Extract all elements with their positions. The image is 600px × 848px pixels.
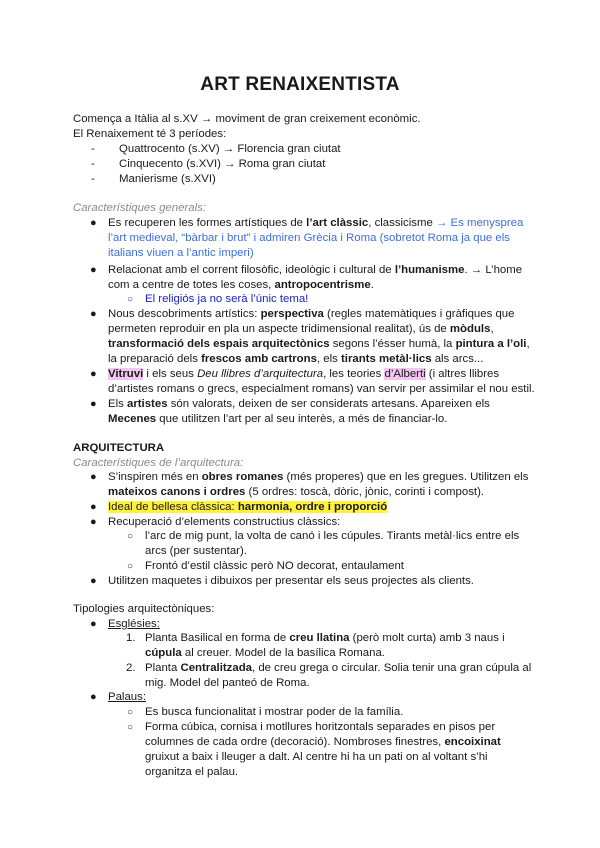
circle-marker: ○	[127, 561, 134, 572]
list-item-highlighted: Ideal de bellesa clàssica: harmonia, ordre i proporció	[108, 501, 388, 513]
list-item: Nous descobriments artístics: perspectiva (regles matemàtiques i gràfiques que	[108, 308, 515, 320]
sub-list-item: Frontó d’estil clàssic però NO decorat, entaulament	[145, 560, 404, 572]
list-item: Utilitzen maquetes i dibuixos per presentar els seus projectes als clients.	[108, 575, 474, 587]
section-subheading: Característiques de l’arquitectura:	[73, 457, 244, 469]
list-item-cont: com a centre de totes les coses, antropocentrisme.	[108, 279, 374, 291]
list-item-cont: mateixos canons i ordres (5 ordres: toscà, dòric, jònic, corinti i compost).	[108, 486, 485, 498]
circle-marker: ○	[127, 294, 134, 305]
dash-marker: -	[91, 143, 95, 155]
sub-list-item-cont: gruixut a baix i lleuger a dalt. Al centre hi ha un pati on al voltant s’hi	[145, 751, 488, 763]
circle-marker: ○	[127, 722, 134, 733]
sub-list-item: l’arc de mig punt, la volta de canó i les cúpules. Tirants metàl·lics entre els	[145, 530, 520, 542]
period-item: Manierisme (s.XVI)	[119, 173, 216, 185]
bullet-marker: ●	[90, 501, 97, 513]
list-item-palaus: Palaus:	[108, 691, 146, 703]
page-title: ART RENAIXENTISTA	[200, 74, 400, 95]
list-item: Vitruvi i els seus Deu llibres d’arquitectura, les teories d’Alberti (i altres llibres	[108, 368, 500, 380]
intro-line-1: Comença a Itàlia al s.XV → moviment de gran creixement econòmic.	[73, 113, 421, 125]
circle-marker: ○	[127, 707, 134, 718]
list-item: Es recuperen les formes artístiques de l’art clàssic, classicisme → Es menysprea	[108, 217, 524, 229]
dash-marker: -	[91, 173, 95, 185]
ordered-item-cont: mig. Model del panteó de Roma.	[145, 677, 310, 689]
sub-list-item: Forma cúbica, cornisa i motllures horitzontals separades en pisos per	[145, 721, 496, 733]
list-item-cont: Mecenes que utilitzen l’art per al seu interès, a més de financiar-lo.	[108, 413, 448, 425]
list-item-cont: l’art medieval, “bàrbar i brut” i admiren Grècia i Roma (sobretot Roma ja que els	[108, 232, 510, 244]
bullet-marker: ●	[90, 217, 97, 229]
period-item: Quattrocento (s.XV) → Florencia gran ciutat	[119, 143, 341, 155]
period-item: Cinquecento (s.XVI) → Roma gran ciutat	[119, 158, 326, 170]
ordered-item: Planta Centralitzada, de creu grega o circular. Solia tenir una gran cúpula al	[145, 662, 532, 674]
bullet-marker: ●	[90, 264, 97, 276]
sub-list-item-cont: organitza el palau.	[145, 766, 239, 778]
bullet-marker: ●	[90, 308, 97, 320]
ordered-item-cont: cúpula al creuer. Model de la basílica Romana.	[145, 647, 385, 659]
bullet-marker: ●	[90, 471, 97, 483]
list-item-cont: transformació dels espais arquitectònics segons l’ésser humà, la pintura a l’oli,	[108, 338, 530, 350]
list-item: Relacionat amb el corrent filosòfic, ideològic i cultural de l’humanisme. → L’home	[108, 264, 523, 276]
list-item: S’inspiren més en obres romanes (més properes) que en les gregues. Utilitzen els	[108, 471, 529, 483]
bullet-marker: ●	[90, 398, 97, 410]
ordered-number: 2.	[126, 662, 136, 674]
section-heading: ARQUITECTURA	[73, 442, 165, 454]
ordered-item: Planta Basilical en forma de creu llatina (però molt curta) amb 3 naus i	[145, 632, 505, 644]
dash-marker: -	[91, 158, 95, 170]
list-item: Recuperació d’elements constructius clàssics:	[108, 516, 341, 528]
list-item-cont: italians viuen a l’antic imperi)	[108, 247, 254, 259]
ordered-number: 1.	[126, 632, 136, 644]
circle-marker: ○	[127, 531, 134, 542]
sub-list-item: Es busca funcionalitat i mostrar poder de la família.	[145, 706, 404, 718]
bullet-marker: ●	[90, 618, 97, 630]
sub-list-item-cont: columnes de cada ordre (decoració). Nombroses finestres, encoixinat	[145, 736, 501, 748]
bullet-marker: ●	[90, 368, 97, 380]
sub-list-item: El religiós ja no serà l’únic tema!	[145, 293, 309, 305]
section-subheading: Tipologies arquitectòniques:	[73, 603, 215, 615]
list-item: Els artistes són valorats, deixen de ser considerats artesans. Apareixen els	[108, 398, 490, 410]
list-item-cont: permeten reproduir en pla un aspecte tridimensional realitat), ús de mòduls,	[108, 323, 494, 335]
list-item-cont: d’artistes romans o grecs, especialment romans) van servir per assimilar el nou estil.	[108, 383, 535, 395]
section-subheading: Característiques generals:	[73, 202, 206, 214]
bullet-marker: ●	[90, 575, 97, 587]
bullet-marker: ●	[90, 691, 97, 703]
intro-line-2: El Renaixement té 3 períodes:	[73, 128, 227, 140]
list-item-cont: la preparació dels frescos amb cartrons, els tirants metàl·lics als arcs...	[108, 353, 484, 365]
list-item-esglesies: Esglésies:	[108, 618, 160, 630]
sub-list-item-cont: arcs (per sustentar).	[145, 545, 247, 557]
bullet-marker: ●	[90, 516, 97, 528]
